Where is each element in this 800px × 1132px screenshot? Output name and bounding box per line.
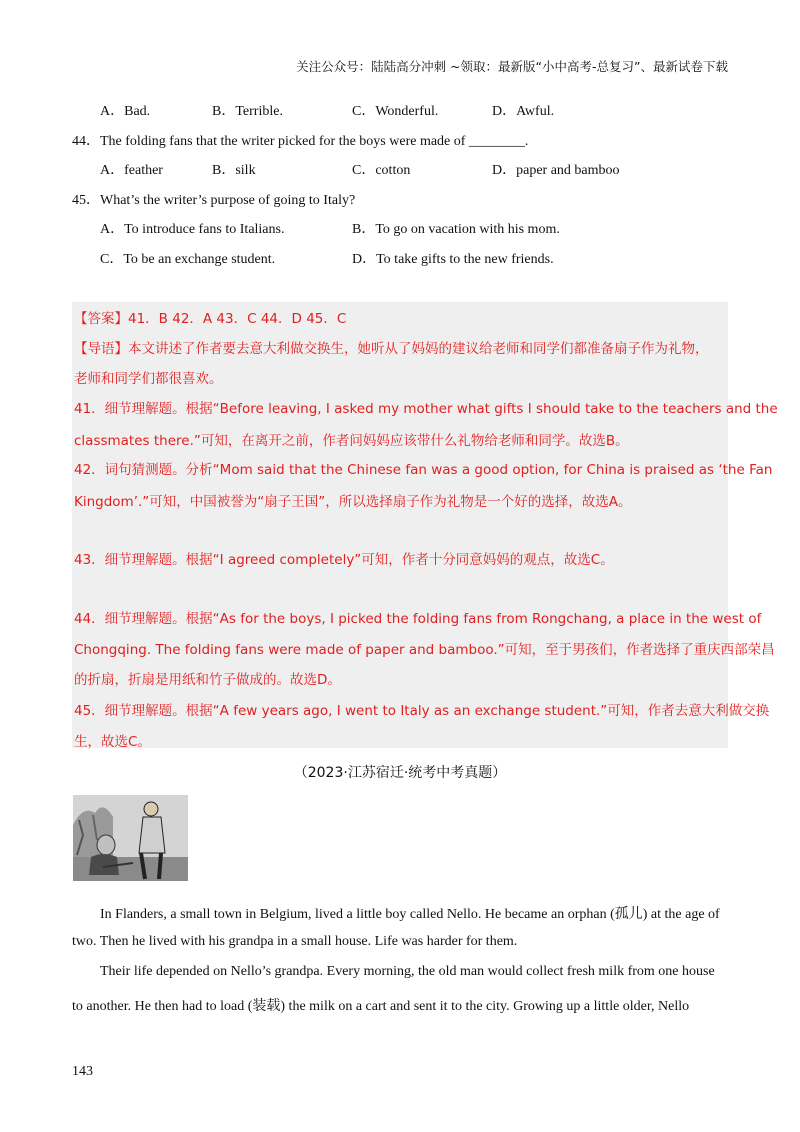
- explanation-41-line: classmates there.”可知，在离开之前，作者问妈妈应该带什么礼物给老师和同学。故选B。: [74, 433, 629, 449]
- page-number: 143: [72, 1064, 93, 1079]
- q45-option-a: A．To introduce fans to Italians.: [100, 222, 285, 237]
- q44-option-c: C．cotton: [352, 163, 411, 178]
- answer-key: 【答案】41．B 42．A 43．C 44．D 45．C: [74, 311, 347, 327]
- passage-line: In Flanders, a small town in Belgium, lived a little boy called Nello. He became an orphan (孤儿) at the age of: [100, 907, 720, 922]
- q43-option-b: B．Terrible.: [212, 104, 283, 119]
- explanation-42-line: Kingdom’.”可知，中国被誉为“扇子王国”，所以选择扇子作为礼物是一个好的选择，故选A。: [74, 494, 632, 510]
- source-citation: （2023·江苏宿迁·统考中考真题）: [293, 765, 507, 781]
- q44-option-a: A．feather: [100, 163, 163, 178]
- explanation-42-line: 42．词句猜测题。分析“Mom said that the Chinese fan was a good option, for China is praised as ‘the Fan: [74, 462, 773, 478]
- page-header: 关注公众号：陆陆高分冲刺 ~领取：最新版“小中高考-总复习”、最新试卷下载: [296, 59, 728, 74]
- story-illustration: [73, 795, 188, 881]
- q43-option-c: C．Wonderful.: [352, 104, 439, 119]
- passage-line: to another. He then had to load (装载) the milk on a cart and sent it to the city. Growing up a little older, Nello: [72, 999, 690, 1014]
- q45-option-d: D．To take gifts to the new friends.: [352, 252, 554, 267]
- q44-option-d: D．paper and bamboo: [492, 163, 620, 178]
- passage-line: two. Then he lived with his grandpa in a small house. Life was harder for them.: [72, 934, 518, 949]
- explanation-44-line: Chongqing. The folding fans were made of paper and bamboo.”可知，至于男孩们，作者选择了重庆西部荣昌: [74, 642, 775, 658]
- q45-option-b: B．To go on vacation with his mom.: [352, 222, 560, 237]
- explanation-43-line: 43．细节理解题。根据“I agreed completely”可知，作者十分同意妈妈的观点，故选C。: [74, 552, 614, 568]
- q43-option-d: D．Awful.: [492, 104, 555, 119]
- q45-option-c: C．To be an exchange student.: [100, 252, 276, 267]
- q43-option-a: A．Bad.: [100, 104, 151, 119]
- q44-option-b: B．silk: [212, 163, 256, 178]
- q44-stem: 44．The folding fans that the writer picked for the boys were made of ________.: [72, 134, 529, 149]
- explanation-44-line: 的折扇，折扇是用纸和竹子做成的。故选D。: [74, 672, 341, 688]
- explanation-45-line: 45．细节理解题。根据“A few years ago, I went to Italy as an exchange student.”可知，作者去意大利做交换: [74, 703, 770, 719]
- q45-stem: 45．What’s the writer’s purpose of going to Italy?: [72, 193, 356, 208]
- answer-guide-line: 【导语】本文讲述了作者要去意大利做交换生，她听从了妈妈的建议给老师和同学们都准备扇子作为礼物，: [74, 341, 709, 357]
- explanation-44-line: 44．细节理解题。根据“As for the boys, I picked the folding fans from Rongchang, a place in the west of: [74, 611, 762, 627]
- explanation-45-line: 生，故选C。: [74, 734, 151, 750]
- explanation-41-line: 41．细节理解题。根据“Before leaving, I asked my mother what gifts I should take to the teachers and the: [74, 401, 778, 417]
- answer-guide-line: 老师和同学们都很喜欢。: [74, 371, 223, 387]
- passage-line: Their life depended on Nello’s grandpa. Every morning, the old man would collect fresh milk from one house: [100, 964, 715, 979]
